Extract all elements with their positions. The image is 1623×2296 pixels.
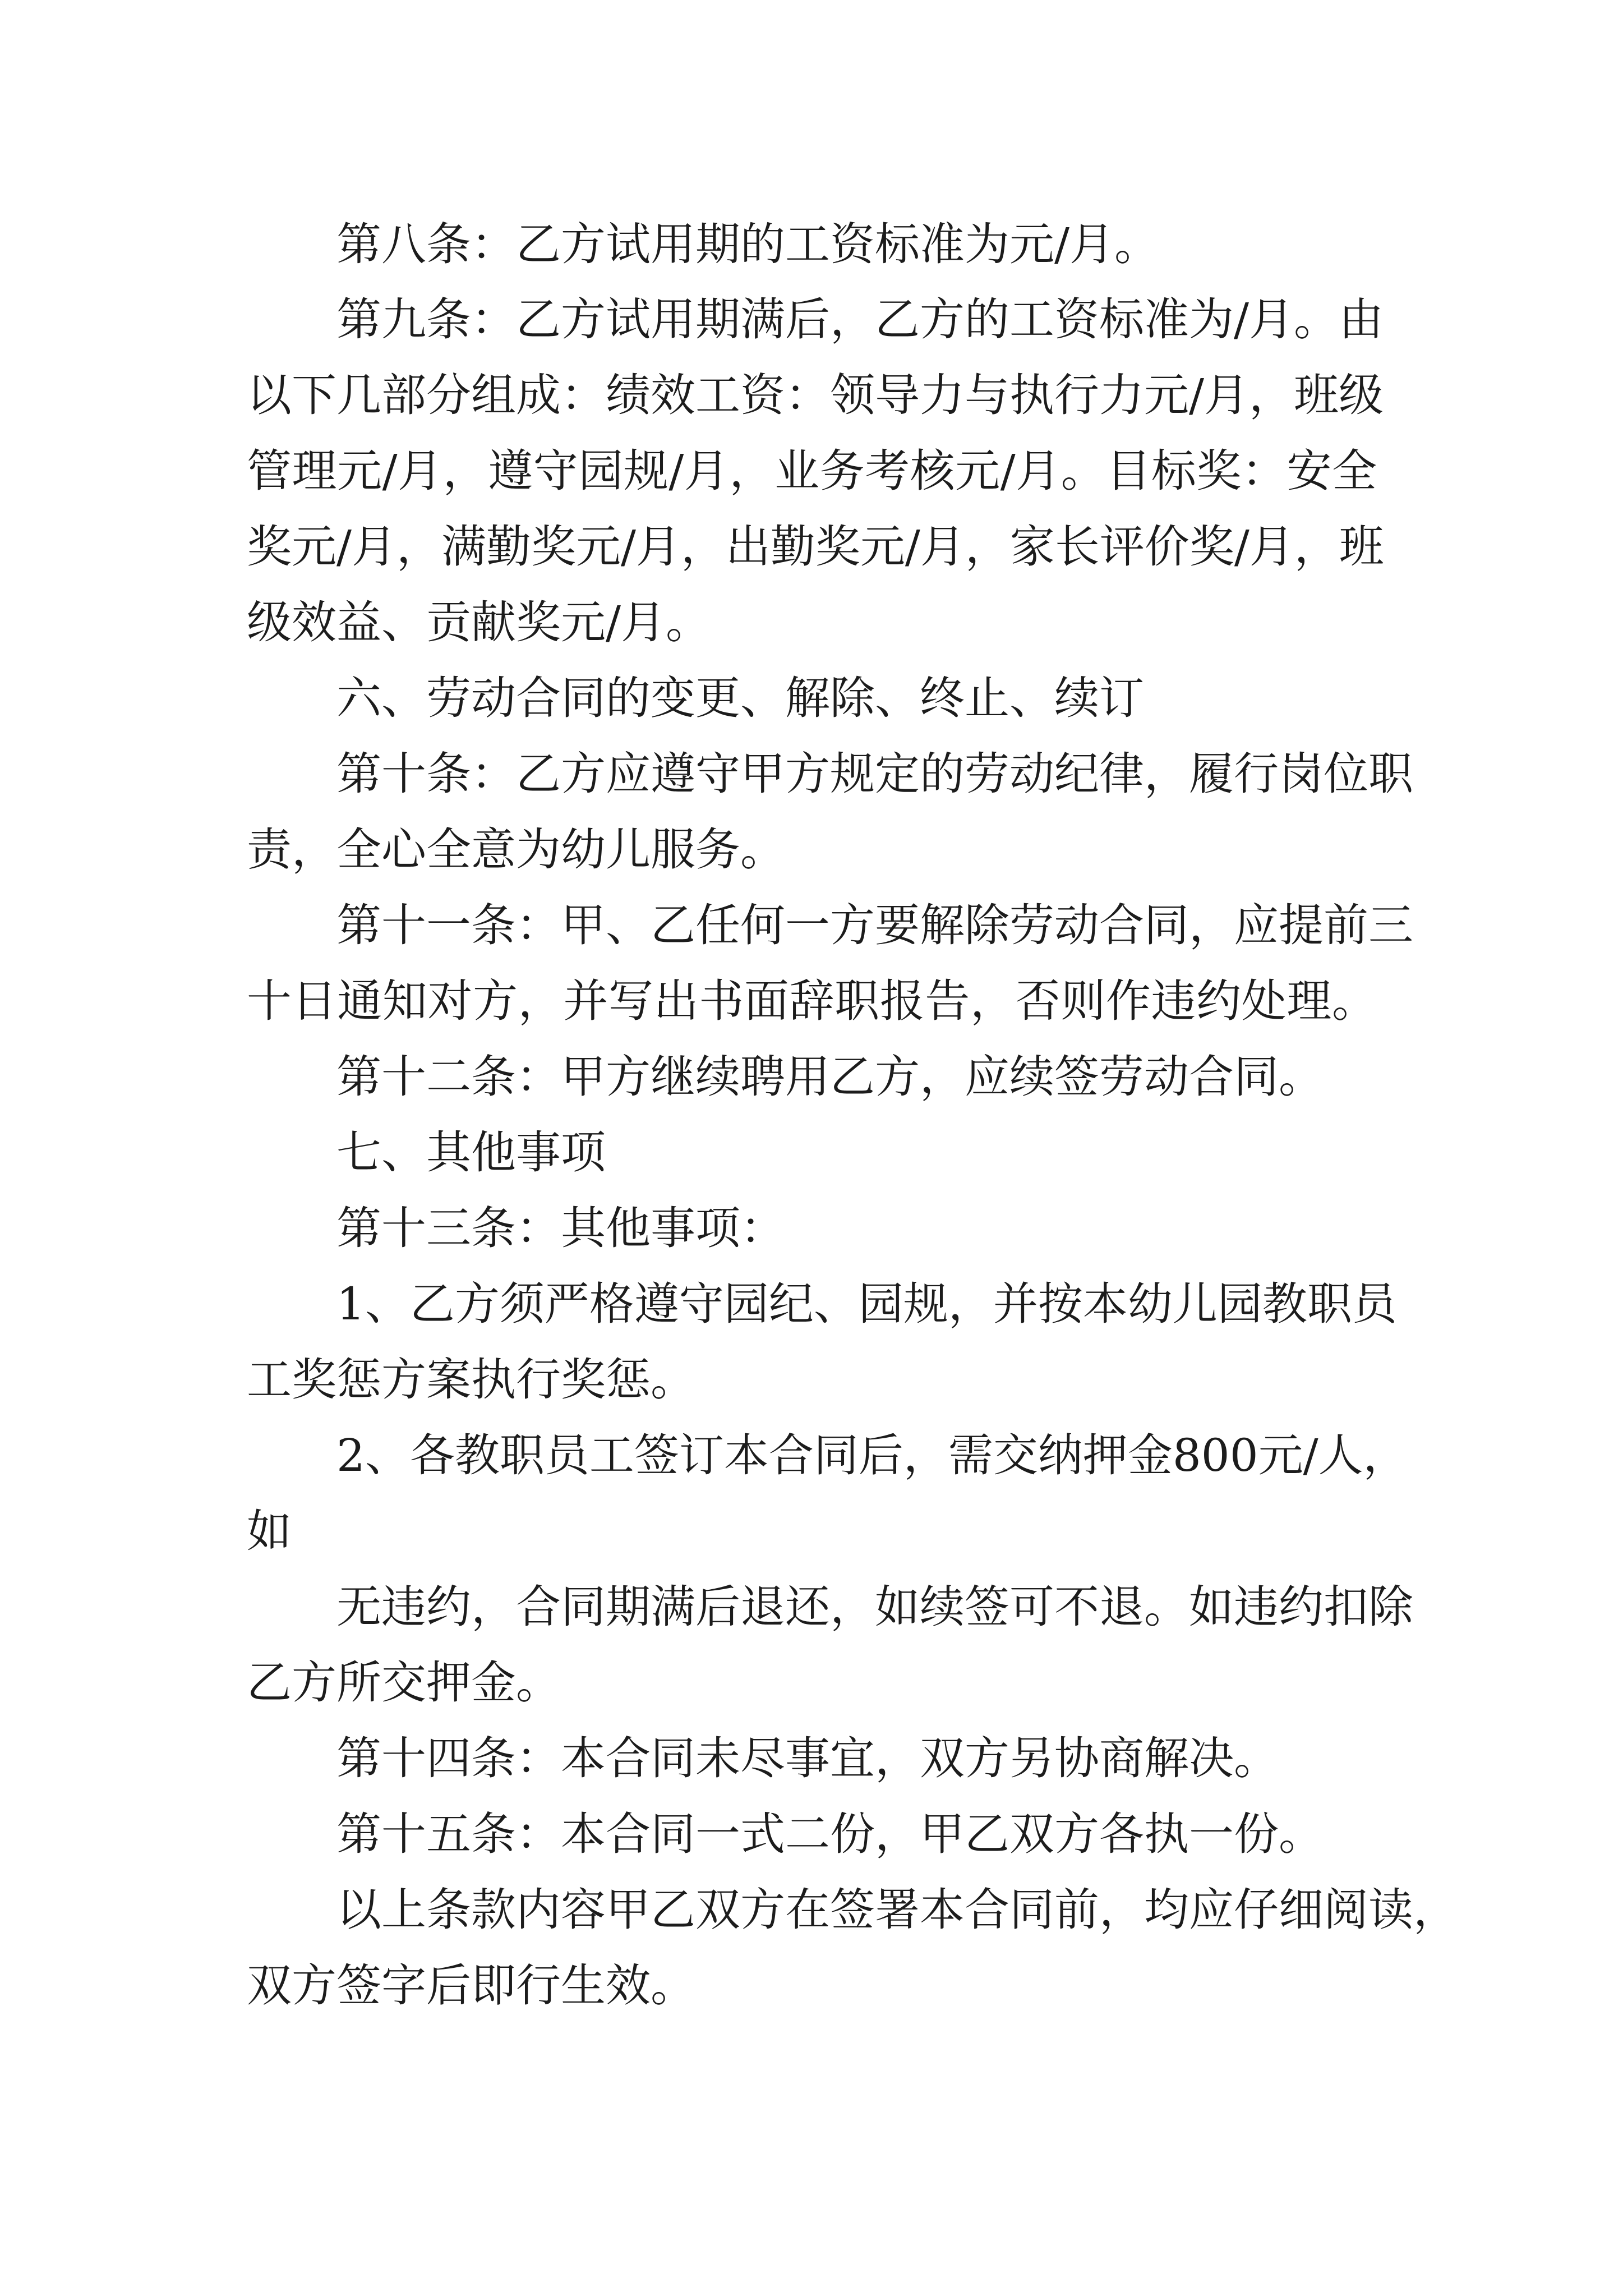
text-line: 十日通知对方，并写出书面辞职报告，否则作违约处理。 — [247, 975, 1377, 1027]
text-line: 如 — [247, 1505, 292, 1557]
text-line: 第十五条：本合同一式二份，甲乙双方各执一份。 — [336, 1808, 1324, 1860]
text-line: 双方签字后即行生效。 — [247, 1959, 695, 2012]
text-line: 第八条：乙方试用期的工资标准为元/月。 — [336, 218, 1159, 270]
text-line: 管理元/月，遵守园规/月，业务考核元/月。目标奖：安全 — [247, 445, 1377, 497]
text-line: 无违约，合同期满后退还，如续签可不退。如违约扣除 — [336, 1581, 1413, 1633]
text-line: 第十条：乙方应遵守甲方规定的劳动纪律，履行岗位职 — [336, 748, 1413, 800]
text-line: 第十三条：其他事项： — [336, 1202, 785, 1254]
text-line: 1、乙方须严格遵守园纪、园规，并按本幼儿园教职员 — [336, 1278, 1397, 1330]
text-line: 以下几部分组成：绩效工资：领导力与执行力元/月，班级 — [247, 369, 1384, 421]
section-heading: 六、劳动合同的变更、解除、终止、续订 — [336, 672, 1144, 724]
text-line: 责，全心全意为幼儿服务。 — [247, 823, 785, 876]
text-line: 级效益、贡献奖元/月。 — [247, 596, 711, 648]
text-line: 奖元/月，满勤奖元/月，出勤奖元/月，家长评价奖/月，班 — [247, 521, 1384, 573]
text-line: 第九条：乙方试用期满后，乙方的工资标准为/月。由 — [336, 293, 1384, 346]
text-line: 第十二条：甲方继续聘用乙方，应续签劳动合同。 — [336, 1051, 1324, 1103]
text-line: 乙方所交押金。 — [247, 1657, 561, 1709]
text-line: 第十四条：本合同未尽事宜，双方另协商解决。 — [336, 1732, 1279, 1784]
text-line: 第十一条：甲、乙任何一方要解除劳动合同，应提前三 — [336, 899, 1413, 951]
text-line: 以上条款内容甲乙双方在签署本合同前，均应仔细阅读， — [336, 1884, 1458, 1936]
text-line: 2、各教职员工签订本合同后，需交纳押金800元/人， — [336, 1429, 1408, 1481]
section-heading: 七、其他事项 — [336, 1126, 606, 1179]
text-line: 工奖惩方案执行奖惩。 — [247, 1354, 695, 1406]
